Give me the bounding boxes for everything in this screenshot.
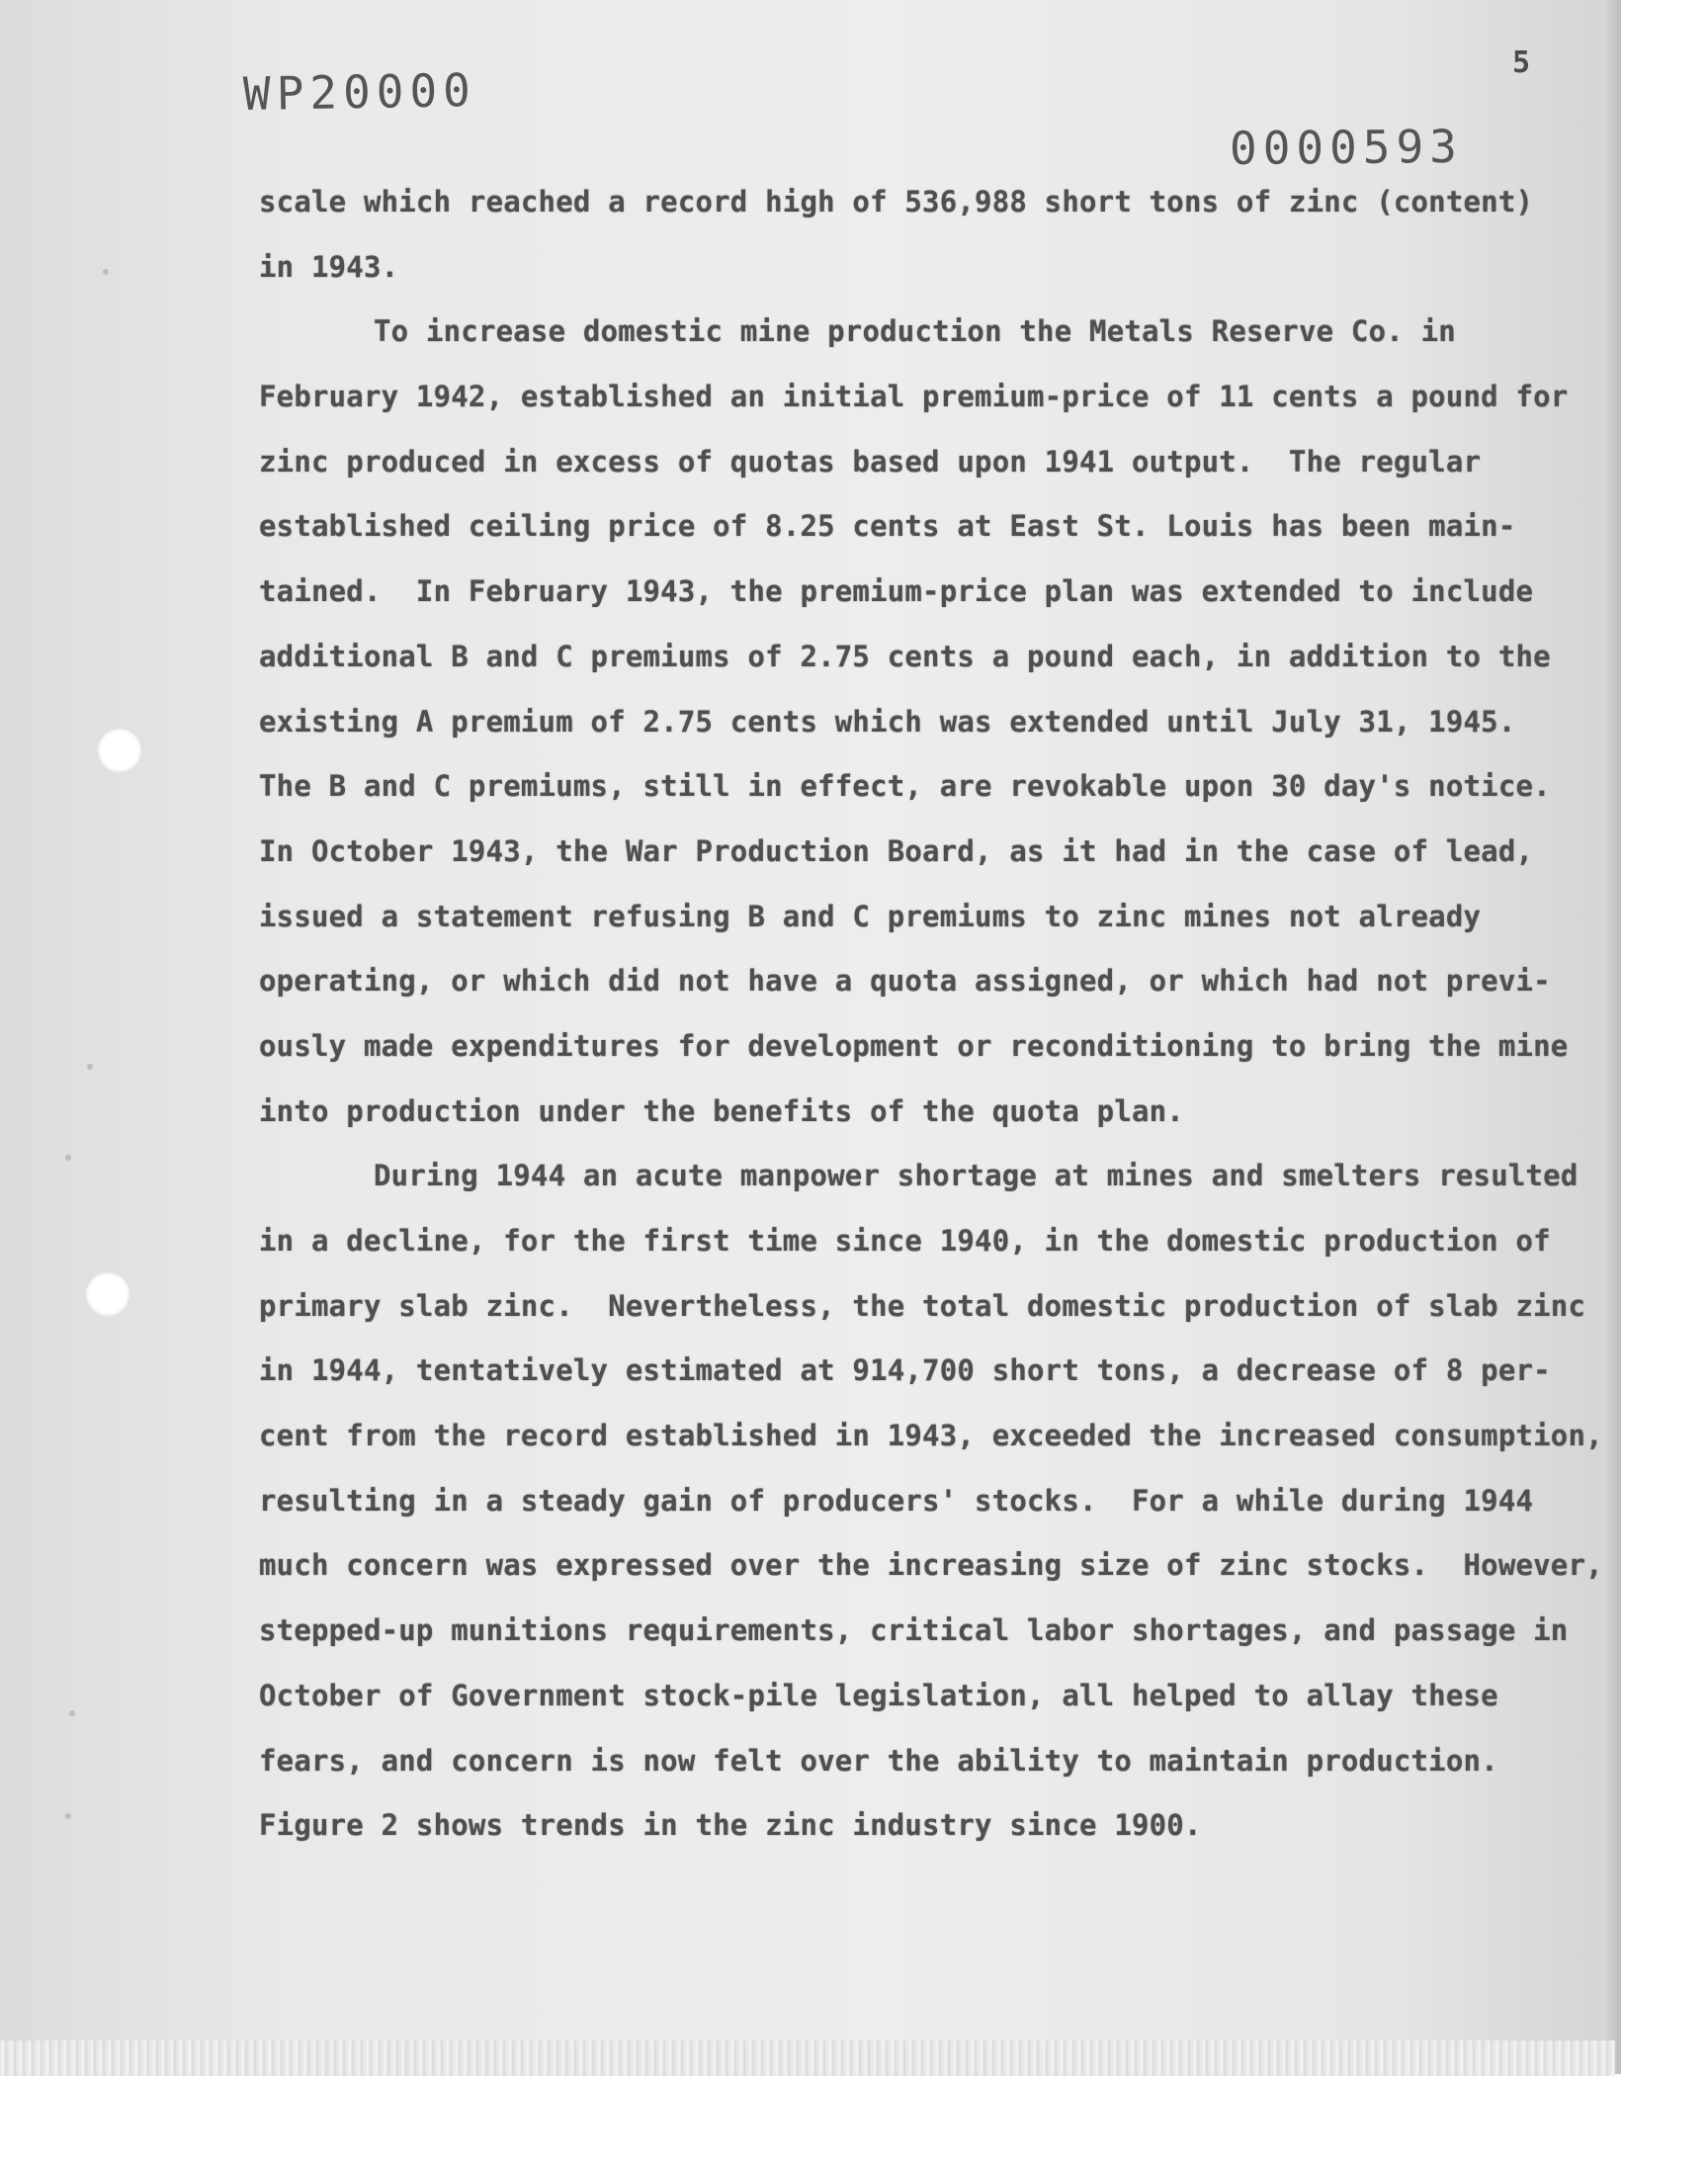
punch-hole-top [97, 728, 142, 773]
paper-speck [65, 1813, 71, 1819]
text-line: existing A premium of 2.75 cents which was extended until July 31, 1945. [259, 704, 1516, 739]
text-line: February 1942, established an initial premium-price of 11 cents a pound for [259, 380, 1569, 414]
text-line: cent from the record established in 1943, exceeded the increased consumption, [259, 1419, 1603, 1453]
text-line: in 1943. [259, 249, 399, 284]
text-line: primary slab zinc. Nevertheless, the total domestic production of slab zinc [259, 1288, 1586, 1323]
text-line: The B and C premiums, still in effect, are revokable upon 30 day's notice. [259, 769, 1551, 804]
page-number: 5 [1512, 45, 1531, 80]
text-line: fears, and concern is now felt over the ability to maintain production. [259, 1743, 1498, 1778]
text-line: much concern was expressed over the increasing size of zinc stocks. However, [259, 1548, 1603, 1583]
text-line: established ceiling price of 8.25 cents at East St. Louis has been main- [259, 509, 1516, 544]
text-line: tained. In February 1943, the premium-price plan was extended to include [259, 574, 1534, 609]
text-line: into production under the benefits of the quota plan. [259, 1093, 1184, 1128]
text-line: resulting in a steady gain of producers' stocks. For a while during 1944 [259, 1483, 1534, 1518]
text-line: October of Government stock-pile legislation, all helped to allay these [259, 1678, 1498, 1712]
body-text [259, 170, 1603, 1859]
text-line: additional B and C premiums of 2.75 cents a pound each, in addition to the [259, 639, 1551, 673]
text-line: issued a statement refusing B and C premiums to zinc mines not already [259, 899, 1482, 933]
paper-speck [103, 269, 109, 275]
paper-speck [69, 1710, 75, 1716]
scan-bottom-edge [0, 2041, 1615, 2076]
text-line: ously made expenditures for development or reconditioning to bring the mine [259, 1028, 1569, 1063]
paper-speck [87, 1064, 93, 1070]
text-line: scale which reached a record high of 536,988 short tons of zinc (content) [259, 185, 1534, 218]
text-line: in a decline, for the first time since 1940, in the domestic production of [259, 1224, 1551, 1258]
text-line: in 1944, tentatively estimated at 914,700 short tons, a decrease of 8 per- [259, 1353, 1551, 1388]
text-line: operating, or which did not have a quota assigned, or which had not previ- [259, 964, 1551, 999]
archive-stamp-left: WP20000 [242, 62, 477, 122]
paper-speck [65, 1155, 71, 1161]
archive-stamp-number: 0000593 [1229, 119, 1464, 176]
text-line: In October 1943, the War Production Board, as it had in the case of lead, [259, 833, 1534, 868]
paragraph-first-line: To increase domestic mine production the Metals Reserve Co. in [374, 314, 1456, 349]
paragraph-first-line: During 1944 an acute manpower shortage at mines and smelters resulted [374, 1159, 1579, 1193]
text-line: Figure 2 shows trends in the zinc industry since 1900. [259, 1808, 1202, 1843]
punch-hole-bottom [85, 1271, 130, 1317]
page-edge [1603, 0, 1621, 2074]
text-line: zinc produced in excess of quotas based upon 1941 output. The regular [259, 444, 1482, 478]
text-line: stepped-up munitions requirements, critical labor shortages, and passage in [259, 1613, 1569, 1648]
